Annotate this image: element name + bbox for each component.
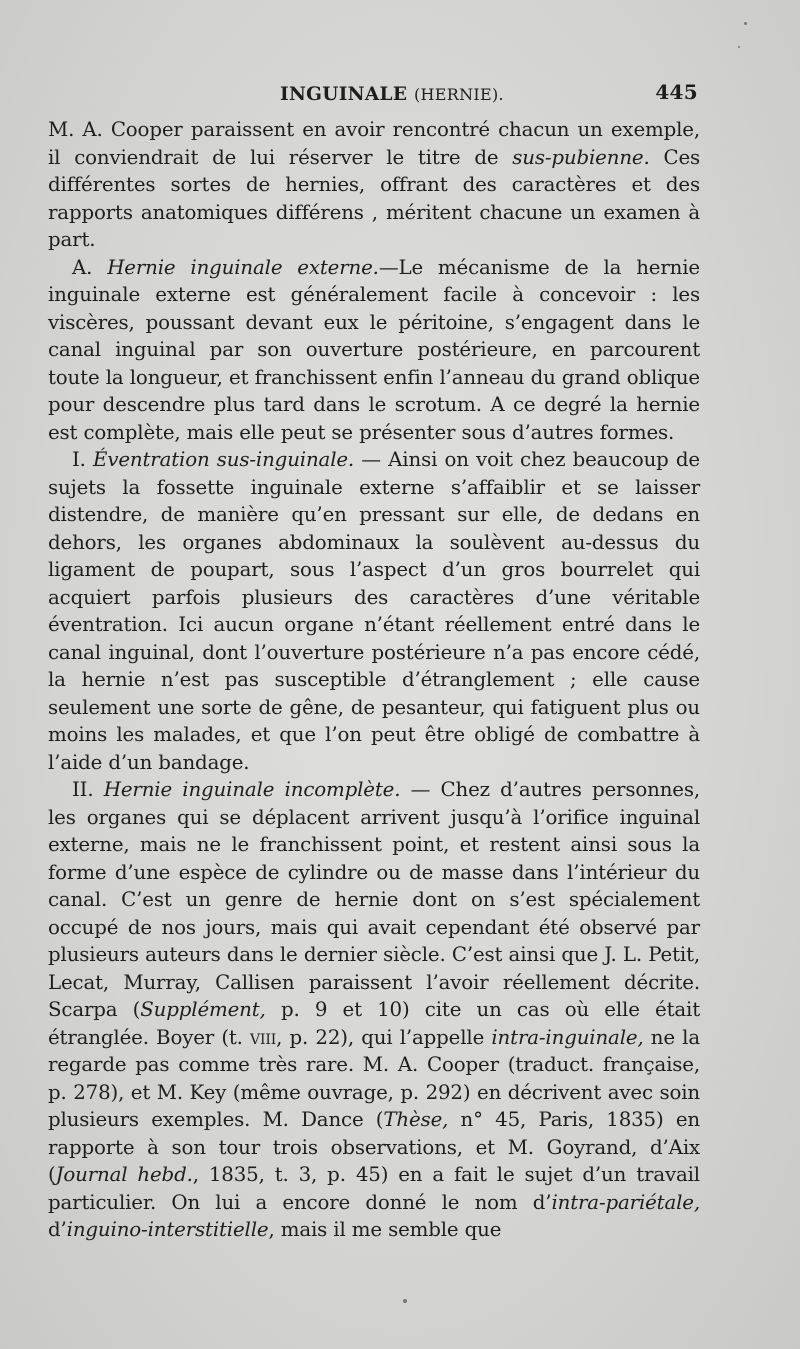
book-page [48,76,700,1244]
text-run: — Ainsi on voit chez beaucoup de sujets la fossette inguinale externe s’affaiblir et se laisser distendre, de manière qu’en pressant sur elle, de dedans en dehors, les organes abdominaux la soulèvent au-dessus du ligament de poupart, sous l’aspect d’un gros bourrelet qui acquiert parfois plusieurs des caractères d’une véritable éventration. Ici aucun organe n’étant réellement entré dans le canal inguinal, dont l’ouverture postérieure n’a pas encore cédé, la hernie n’est pas susceptible d’étranglement ; elle cause seulement une sorte de gêne, de pesanteur, qui fatiguent plus ou moins les malades, et que l’on peut être obligé de combattre à l’aide d’un bandage. [48,448,700,774]
page-speck [403,1299,407,1303]
running-title [280,84,504,105]
text-run: Ces différentes sortes de hernies, offrant des caractères et des rapports anatomiques différens , méritent chacune un examen à part. [48,145,700,251]
page-number: 445 [655,80,698,104]
text-run: I. [72,448,94,471]
text-run: n° 45, Paris, 1835) en rapporte à son tour trois observations, et M. Goyrand, d’Aix ( [48,1108,700,1186]
text-run: , mais il me semble que [268,1218,502,1241]
running-title-main: INGUINALE [280,84,408,105]
text-run: — Chez d’autres personnes, les organes qui se déplacent arrivent jusqu’à l’orifice inguinal externe, mais ne le franchissent point, et restent ainsi sous la forme d’une espèce de cylindre ou de masse dans l’intérieur du canal. C’est un genre de hernie dont on s’est spécialement occupé de nos jours, mais qui avait cependant été observé par plusieurs auteurs dans le dernier siècle. C’est ainsi que J. L. Petit, Lecat, Murray, Callisen paraissent l’avoir réellement décrite. Scarpa ( [48,778,700,1021]
text-run: II. [72,778,104,801]
italic-text: Hernie inguinale incomplète. [103,778,401,801]
paragraph [48,116,700,254]
italic-text: Supplément, [140,998,266,1021]
text-run: M. A. Cooper paraissent en avoir rencontré chacun un exemple, il conviendrait de lui réserver le titre de [48,118,700,169]
italic-text: intra-inguinale, [491,1025,644,1049]
italic-text: sus-pubienne. [512,145,650,169]
text-run: ne la regarde pas comme très rare. M. A. Cooper (traduct. française, p. 278), et M. Key (même ouvrage, p. 292) en décrivent avec soin plusieurs exemples. M. Dance ( [48,1025,700,1131]
text-run: , 1835, t. 3, p. 45) en a fait le sujet d’un travail particulier. On lui a encore donné le nom d’ [48,1163,700,1214]
italic-text: intra-pariétale, [551,1190,700,1214]
text-run: , p. 22), qui l’appelle [276,1025,492,1049]
italic-text: Éventration sus-inguinale. [93,448,355,471]
italic-text: Thèse, [383,1108,449,1131]
body-text [48,116,700,1244]
italic-text: Journal hebd. [55,1163,193,1186]
running-title-sub: (HERNIE). [413,85,504,104]
page-speck [744,22,747,25]
paragraph [48,254,700,447]
italic-text: Hernie inguinale externe. [107,255,379,279]
paragraph [48,446,700,776]
italic-text: inguino-interstitielle [66,1218,269,1241]
paragraph [48,776,700,1244]
small-caps-text: viii [250,1025,277,1049]
running-head [48,76,700,116]
text-run: p. 9 et 10) cite un cas où elle était étranglée. Boyer (t. [48,998,700,1049]
text-run: A. [72,255,108,279]
page-speck [738,46,740,48]
text-run: —Le mécanisme de la hernie inguinale externe est généralement facile à concevoir : les viscères, poussant devant eux le péritoine, s’engagent dans le canal inguinal par son ouverture postérieure, en parcourent toute la longueur, et franchissent enfin l’anneau du grand oblique pour descendre plus tard dans le scrotum. A ce degré la hernie est complète, mais elle peut se présenter sous d’autres formes. [48,255,700,444]
text-run: d’ [48,1218,67,1241]
